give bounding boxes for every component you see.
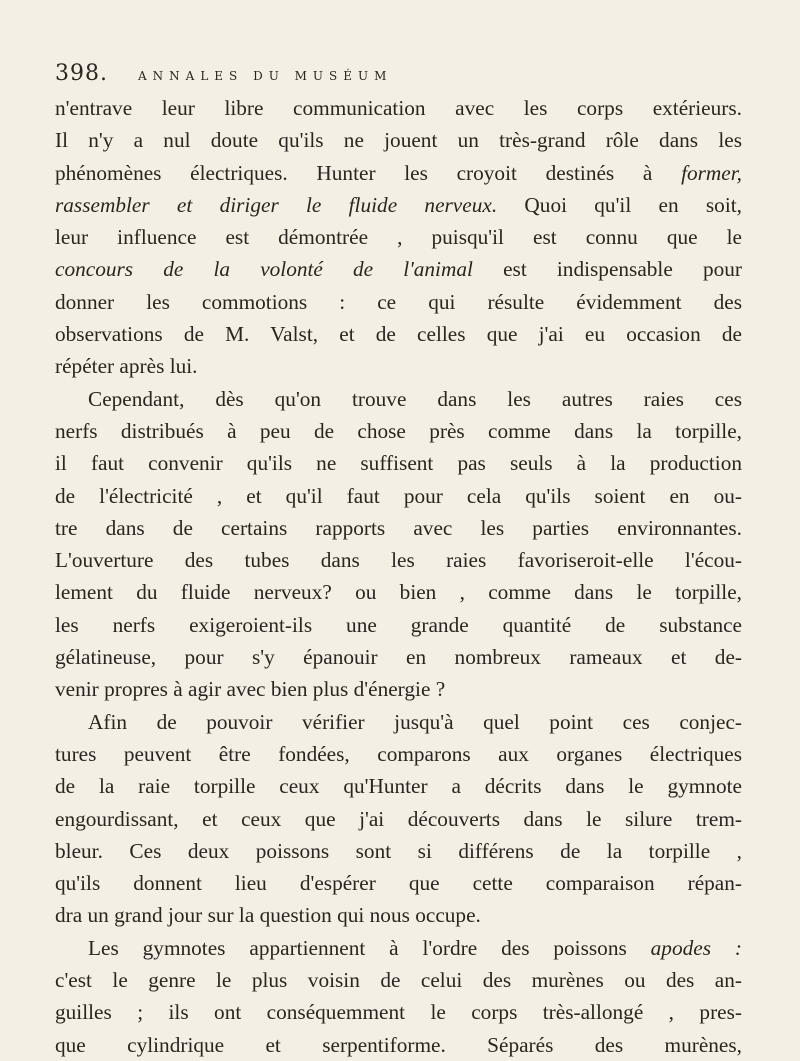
running-head xyxy=(55,61,742,86)
body-text xyxy=(55,92,742,1061)
text-line: que cylindrique et serpentiforme. Séparés des murènes, xyxy=(55,1032,742,1057)
text-line: concours de la volonté de l'animal est indispensable pour xyxy=(55,257,742,282)
paragraph xyxy=(55,383,742,706)
paragraph xyxy=(55,92,742,383)
text-line: nerfs distribués à peu de chose près comme dans la torpille, xyxy=(55,418,742,443)
text-line: il faut convenir qu'ils ne suffisent pas seuls à la production xyxy=(55,451,742,476)
text-line: observations de M. Valst, et de celles que j'ai eu occasion de xyxy=(55,322,742,347)
text-line: tre dans de certains rapports avec les parties environnantes. xyxy=(55,515,742,540)
text-line: Les gymnotes appartiennent à l'ordre des poissons apodes : xyxy=(88,935,742,960)
text-line: gélatineuse, pour s'y épanouir en nombreux rameaux et de- xyxy=(55,645,742,670)
text-line: de la raie torpille ceux qu'Hunter a décrits dans le gymnote xyxy=(55,774,742,799)
text-line: lement du fluide nerveux? ou bien , comme dans le torpille, xyxy=(55,580,742,605)
text-line: rassembler et diriger le fluide nerveux. Quoi qu'il en soit, xyxy=(55,192,742,217)
text-line: dra un grand jour sur la question qui nous occupe. xyxy=(55,903,481,928)
text-line: tures peuvent être fondées, comparons aux organes électriques xyxy=(55,741,742,766)
text-line: Il n'y a nul doute qu'ils ne jouent un très-grand rôle dans les xyxy=(55,128,742,153)
text-line: de l'électricité , et qu'il faut pour cela qu'ils soient en ou- xyxy=(55,483,742,508)
text-line: n'entrave leur libre communication avec les corps extérieurs. xyxy=(55,96,742,120)
text-line: L'ouverture des tubes dans les raies favoriseroit-elle l'écou- xyxy=(55,548,742,573)
paragraph xyxy=(55,706,742,932)
journal-title: ANNALES DU MUSÉUM xyxy=(137,69,393,83)
text-line: venir propres à agir avec bien plus d'énergie ? xyxy=(55,677,446,702)
text-line: Afin de pouvoir vérifier jusqu'à quel point ces conjec- xyxy=(88,709,742,734)
text-line: phénomènes électriques. Hunter les croyoit destinés à former, xyxy=(55,160,742,185)
text-line: donner les commotions : ce qui résulte évidemment des xyxy=(55,289,742,314)
text-line: Cependant, dès qu'on trouve dans les autres raies ces xyxy=(88,386,742,411)
text-line: qu'ils donnent lieu d'espérer que cette comparaison répan- xyxy=(55,871,742,896)
text-line: répéter après lui. xyxy=(55,354,198,379)
text-line: guilles ; ils ont conséquemment le corps très-allongé , pres- xyxy=(55,1000,742,1025)
text-line: bleur. Ces deux poissons sont si différens de la torpille , xyxy=(55,838,742,863)
paragraph xyxy=(55,932,742,1061)
text-line: engourdissant, et ceux que j'ai découverts dans le silure trem- xyxy=(55,806,742,831)
text-line: les nerfs exigeroient-ils une grande quantité de substance xyxy=(55,612,742,637)
page-number: 398. xyxy=(55,61,108,86)
text-line: leur influence est démontrée , puisqu'il est connu que le xyxy=(55,225,742,250)
text-line: c'est le genre le plus voisin de celui des murènes ou des an- xyxy=(55,968,742,993)
